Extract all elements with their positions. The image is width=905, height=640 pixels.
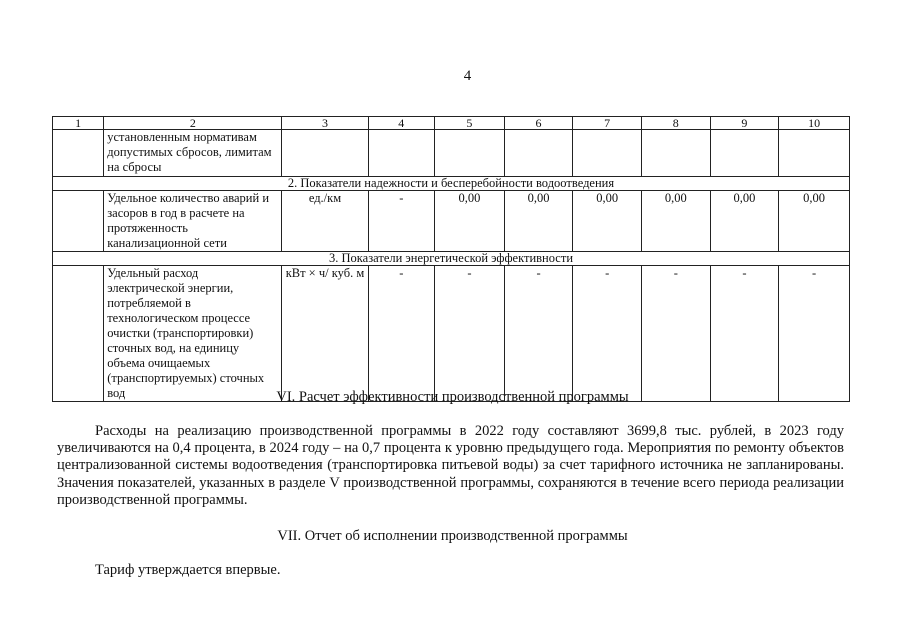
unit-cell [282,130,368,177]
unit-cell: кВт × ч/ куб. м [282,266,368,402]
value-cell: - [710,266,779,402]
section-7-title: VII. Отчет об исполнении производственной программы [277,528,628,544]
header-cell: 7 [573,117,642,130]
section-title-reliability: 2. Показатели надежности и бесперебойности водоотведения [53,177,850,191]
value-cell: - [368,266,435,402]
table-cell [53,266,104,402]
value-cell [710,130,779,177]
value-cell: 0,00 [504,191,573,252]
table-cell [53,130,104,177]
value-cell: 0,00 [435,191,505,252]
value-cell: - [573,266,642,402]
section-row [53,177,850,191]
header-cell: 2 [104,117,282,130]
indicator-name-cell: Удельный расход электрической энергии, потребляемой в технологическом процессе очистки (транспортировки) сточных вод, на единицу объема очищаемых (транспортируемых) сточных вод [104,266,282,402]
header-cell: 8 [641,117,710,130]
value-cell: 0,00 [710,191,779,252]
header-cell: 9 [710,117,779,130]
value-cell [641,130,710,177]
table-row [53,191,850,252]
indicator-name-cell: установленным нормативам допустимых сбросов, лимитам на сбросы [104,130,282,177]
value-cell: 0,00 [779,191,850,252]
value-cell: - [779,266,850,402]
indicators-table [52,116,850,402]
value-cell: - [435,266,505,402]
header-cell: 4 [368,117,435,130]
header-cell: 5 [435,117,505,130]
value-cell [779,130,850,177]
section-6-paragraph: Расходы на реализацию производственной программы в 2022 году составляют 3699,8 тыс. рублей, в 2023 году увеличиваются на 0,4 процента, в 2024 году – на 0,7 процента к уровню предыдущего года. Мероприятия по ремонту объектов централизованной системы водоотведения (транспортировка питьевой воды) за счет тарифного источника не запланированы. Значения показателей, указанных в разделе V производственной программы, сохраняются в течение всего периода реализации производственной программы. [57,423,844,508]
section-row [53,252,850,266]
value-cell: 0,00 [573,191,642,252]
section-7-paragraph: Тариф утверждается впервые. [95,562,281,578]
section-6-title: VI. Расчет эффективности производственной программы [276,389,629,405]
table-cell [53,191,104,252]
section-title-energy: 3. Показатели энергетической эффективности [53,252,850,266]
header-cell: 6 [504,117,573,130]
unit-cell: ед./км [282,191,368,252]
value-cell [504,130,573,177]
header-cell: 3 [282,117,368,130]
value-cell: - [368,191,435,252]
value-cell [573,130,642,177]
header-cell: 10 [779,117,850,130]
table-header-row [53,117,850,130]
page-number: 4 [463,68,472,84]
value-cell [368,130,435,177]
value-cell: - [504,266,573,402]
table-row [53,130,850,177]
table-row [53,266,850,402]
value-cell: - [641,266,710,402]
indicator-name-cell: Удельное количество аварий и засоров в год в расчете на протяженность канализационной сети [104,191,282,252]
value-cell: 0,00 [641,191,710,252]
value-cell [435,130,505,177]
header-cell: 1 [53,117,104,130]
